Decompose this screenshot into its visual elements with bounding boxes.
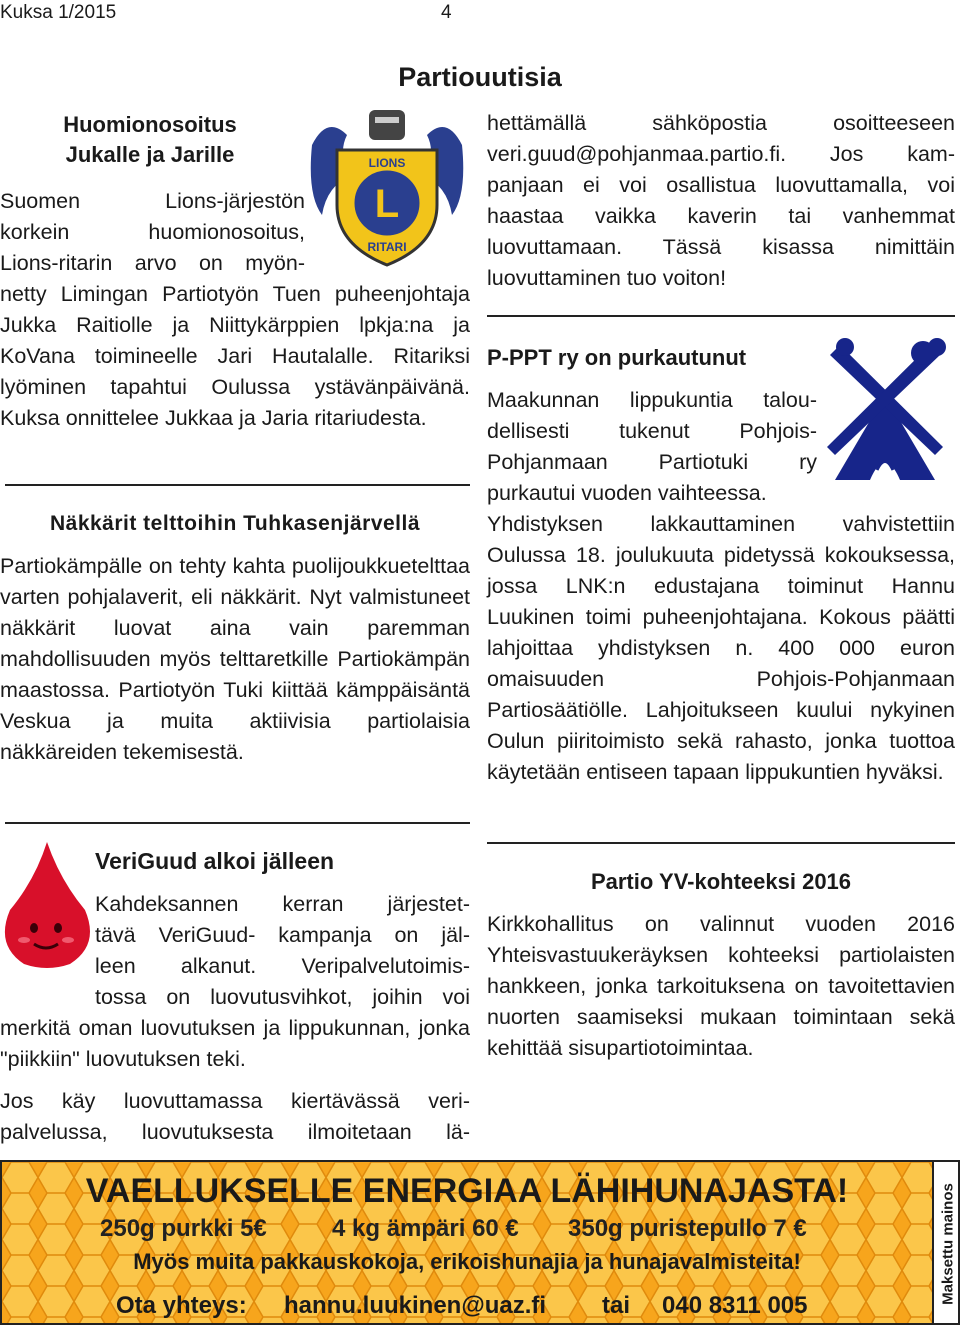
ad-phone[interactable]: 040 8311 005 <box>662 1292 808 1319</box>
divider <box>5 484 470 486</box>
article-yv-title: Partio YV-kohteeksi 2016 <box>590 869 852 894</box>
logo-letter: L <box>374 182 400 226</box>
article-nakkarit-body: Partiokämpälle on tehty kahta puolijoukkuetelttaa varten pohjalaverit, eli näkkärit. Nyt valmistuneet näkkärit luovat aina vain paremman mahdollisuuden myös telttaretkille Partiokämpän maastossa. Partiotyön Tuki kiittää kämppäisäntä Veskua ja muita aktiivisia partiolaisia näkkäreiden tekemisestä. <box>0 554 470 764</box>
ad-headline: VAELLUKSELLE ENERGIAA LÄHIHUNAJASTA! <box>85 1172 849 1210</box>
article-veriguud-line: leen alkanut. Veripalvelutoimis- <box>95 954 470 978</box>
divider <box>5 822 470 824</box>
issue-label: Kuksa 1/2015 <box>0 2 117 23</box>
article-veriguud-continued: hettämällä sähköpostia osoitteeseen veri.guud@pohjanmaa.partio.fi. Jos kam- panjaan ei voi osallistua luovuttamalla, voi haastaa vaikka kaverin tai vanhemmat luovuttamaan. Tässä kisassa nimittäin luovuttaminen tuo voiton! <box>487 111 955 290</box>
article-lions-title: Huomionosoitus Jukalle ja Jarille <box>63 112 237 167</box>
article-pppt-title: P-PPT ry on purkautunut <box>487 345 747 370</box>
article-nakkarit-title: Näkkärit telttoihin Tuhkasenjärvellä <box>49 512 421 535</box>
divider <box>487 315 955 317</box>
article-veriguud-line: tävä VeriGuud- kampanja on jäl- <box>95 923 470 947</box>
logo-text-top: LIONS <box>368 156 406 170</box>
article-veriguud-line: Kahdeksannen kerran järjestet- <box>95 892 470 916</box>
article-lions-line: korkein huomionosoitus, <box>0 220 305 244</box>
article-veriguud-title: VeriGuud alkoi jälleen <box>95 848 335 874</box>
article-veriguud-body: merkitä oman luovutuksen ja lippukunnan, jonka "piikkiin" luovutuksen teki. <box>0 1016 470 1071</box>
blood-drop-icon <box>0 840 95 970</box>
ad-line2: Myös muita pakkauskokoja, erikoishunajia ja hunajavalmisteita! <box>133 1249 801 1274</box>
article-nakkarit <box>0 508 470 768</box>
logo-text-bottom: RITARI <box>367 240 407 254</box>
lions-ritari-logo <box>307 105 467 270</box>
article-lions-body: netty Limingan Partiotyön Tuen puheenjohtaja Jukka Raitiolle ja Niittykärppien lpkja:na ja KoVana toimineelle Jari Hautalalle. Ritariksi lyöminen tapahtui Oulussa ystävänpäivänä. Kuksa onnittelee Jukkaa ja Jaria ritariudesta. <box>0 282 470 430</box>
ad-side-label: Maksettu mainos <box>932 1162 960 1325</box>
article-veriguud-body2: Jos käy luovuttamassa kiertävässä veri- palvelussa, luovutuksesta ilmoitetaan lä- <box>0 1089 470 1144</box>
article-lions-line: Lions-ritarin arvo on myön- <box>0 251 305 275</box>
honey-ad: Maksettu mainos VAELLUKSELLE ENERGIAA LÄHIHUNAJASTA! 250g purkki 5€ 4 kg ämpäri 60 € 350g puristepullo 7 € Myös muita pakkauskokoja, erikoishunajia ja hunajavalmisteita! Ota yhteys: hannu.luukinen@uaz.fi tai 040 8311 005 <box>0 1160 960 1325</box>
article-pppt-body: Yhdistyksen lakkauttaminen vahvistettiin Oulussa 18. joulukuuta pidetyssä kokouksessa, jossa LNK:n edustajana toiminut Hannu Luukinen toimi puheenjohtajana. Kokous päätti lahjoittaa yhdistyksen n. 400 000 euron omaisuuden Pohjois-Pohjanmaan Partiosäätiölle. Lahjoitukseen kuului nykyinen Oulun piiritoimisto sekä rahasto, jonka tuottoa käytetään entiseen tapaan lippukuntien hyväksi. <box>487 512 955 784</box>
partiotuki-emblem <box>815 335 955 485</box>
article-veriguud-line: tossa on luovutusvihkot, joihin voi <box>95 985 470 1009</box>
article-veriguud-head <box>95 846 470 1013</box>
ad-email-link[interactable]: hannu.luukinen@uaz.fi <box>284 1292 547 1319</box>
page-number: 4 <box>441 2 452 23</box>
article-yv-body: Kirkkohallitus on valinnut vuoden 2016 Yhteisvastuukeräyksen kohteeksi partiolaisten hankkeen, jonka tarkoituksena on tavoitettavien nuorten saamiseksi mukaan toimintaan sekä kehittää sisupartiotoimintaa. <box>487 912 955 1060</box>
article-pppt: P-PPT ry on purkautunut Maakunnan lippukuntia talou- dellisesti tukenut Pohjois- Pohjanmaan Partiotuki ry purkautui vuoden vaihteessa. Yhdistyksen lakkauttaminen vahvistettiin Oulussa 18. joulukuuta pidetyssä kokouksessa, jossa LNK:n edustajana toiminut Hannu Luukinen toimi puheenjohtajana. Kokous päätti lahjoittaa yhdistyksen n. 400 000 euron omaisuuden Pohjois-Pohjanmaan Partiosäätiölle. Lahjoitukseen kuului nykyinen Oulun piiritoimisto sekä rahasto, jonka tuottoa käytetään entiseen tapaan lippukuntien hyväksi. <box>487 342 955 788</box>
divider <box>487 842 955 844</box>
page-title: Partiouutisia <box>398 62 562 92</box>
article-yv <box>487 866 955 1064</box>
article-lions-line: Suomen Lions-järjestön <box>0 189 305 213</box>
